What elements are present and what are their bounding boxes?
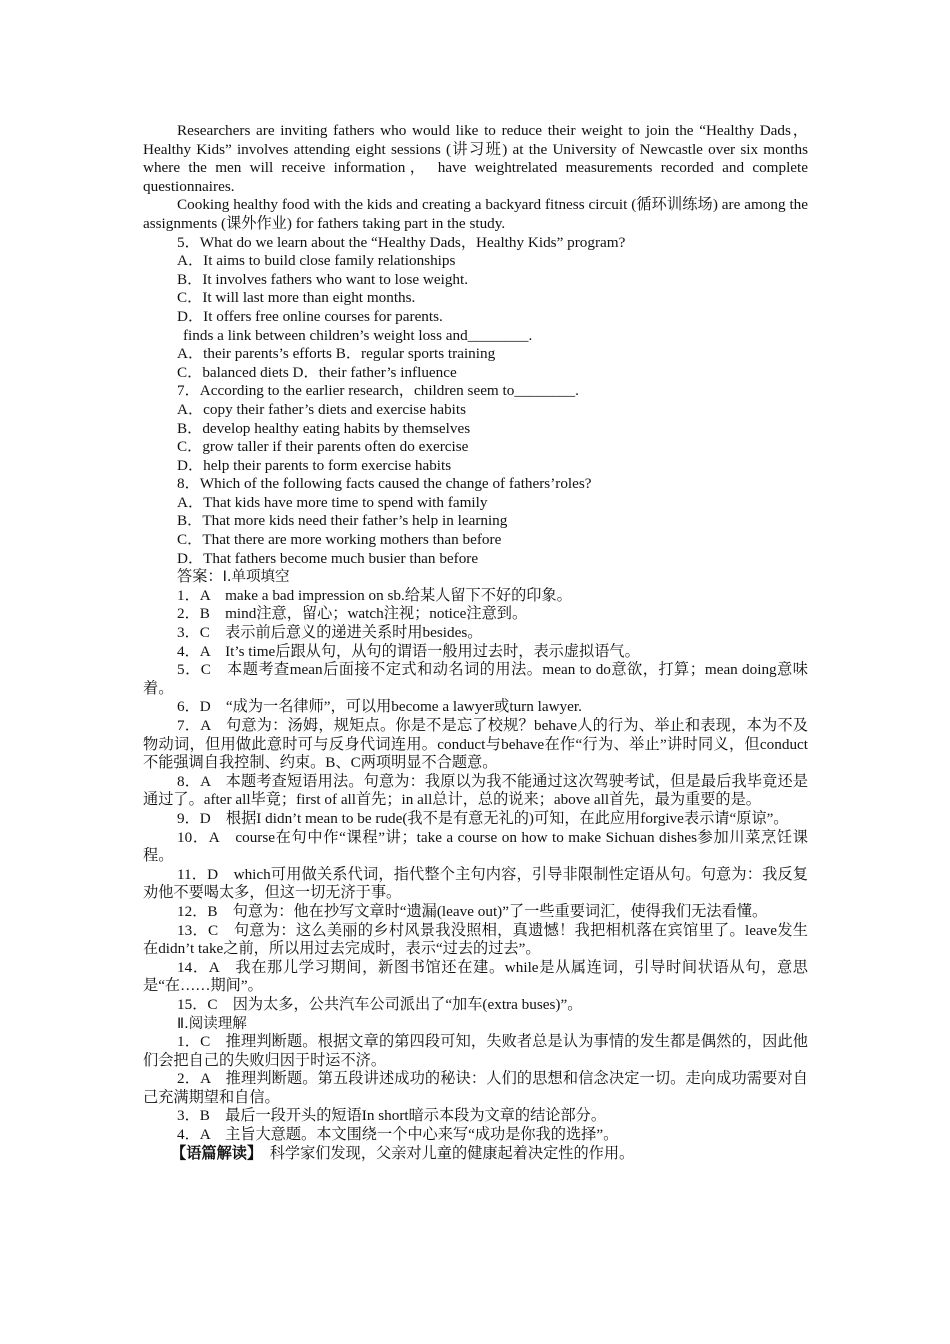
answer-item: 8．A 本题考查短语用法。句意为：我原以为我不能通过这次驾驶考试，但是最后我毕竟还是通过了。after all毕竟；first of all首先；in all总计，总的说来；above all首先，最为重要的是。 xyxy=(143,772,808,809)
answer-section-1 xyxy=(143,587,808,1015)
option-a-b: A．their parents’s efforts B．regular sports training xyxy=(177,345,496,363)
answer-item: 1．A make a bad impression on sb.给某人留下不好的印象。 xyxy=(177,586,572,604)
option-b: B．That more kids need their father’s help in learning xyxy=(177,512,508,530)
option-d: D．help their parents to form exercise habits xyxy=(177,456,452,474)
option-c: C．grow taller if their parents often do exercise xyxy=(177,438,469,456)
answer-item: 3．B 最后一段开头的短语In short暗示本段为文章的结论部分。 xyxy=(177,1107,607,1125)
option-c-d: C．balanced diets D．their father’s influence xyxy=(177,363,457,381)
answer-item: 4．A 主旨大意题。本文围绕一个中心来写“成功是你我的选择”。 xyxy=(177,1126,619,1144)
answer-item: 5．C 本题考查mean后面接不定式和动名词的用法。mean to do意欲，打算；mean doing意味着。 xyxy=(143,661,808,697)
answer-item: 7．A 句意为：汤姆，规矩点。你是不是忘了校规？behave人的行为、举止和表现，本为不及物动词，但用做此意时可与反身代词连用。conduct与behave在作“行为、举止”讲时同义，但conduct不能强调自我控制、约束。B、C两项明显不合题意。 xyxy=(143,717,808,772)
answer-item: 3．C 表示前后意义的递进关系时用besides。 xyxy=(177,624,483,642)
answer-item: 14．A 我在那儿学习期间，新图书馆还在建。while是从属连词，引导时间状语从句，意思是“在……期间”。 xyxy=(143,958,808,995)
passage-paragraph-1: Researchers are inviting fathers who would like to reduce their weight to join the “Healthy Dads，Healthy Kids” involves attending eight sessions (讲习班) at the University of Newcastle over six months where the men will receive information， have weightrelated measurements recorded and complete questionnaires. xyxy=(143,122,808,195)
answer-item: 15．C 因为太多，公共汽车公司派出了“加车(extra buses)”。 xyxy=(177,995,583,1013)
option-c: C．That there are more working mothers than before xyxy=(177,531,502,549)
question-8 xyxy=(143,475,808,568)
answer-item: 10．A course在句中作“课程”讲；take a course on how to make Sichuan dishes参加川菜烹饪课程。 xyxy=(143,828,808,865)
section-1-title: Ⅰ.单项填空 xyxy=(222,569,290,586)
option-a: A．It aims to build close family relationships xyxy=(177,252,456,270)
passage-summary xyxy=(143,1145,808,1164)
question-7 xyxy=(143,382,808,475)
answer-item: 9．D 根据I didn’t mean to be rude(我不是有意无礼的)可知，在此应用forgive表示请“原谅”。 xyxy=(177,809,789,827)
answer-label: 答案： xyxy=(177,568,223,586)
question-stem: 7．According to the earlier research，children seem to________. xyxy=(177,382,579,400)
option-a: A．That kids have more time to spend with family xyxy=(177,493,488,511)
option-d: D．That fathers become much busier than before xyxy=(177,549,479,567)
question-6 xyxy=(143,327,808,383)
answer-item: 13．C 句意为：这么美丽的乡村风景我没照相，真遗憾！我把相机落在宾馆里了。leave发生在didn’t take之前，所以用过去完成时，表示“过去的过去”。 xyxy=(143,921,808,958)
option-b: B．develop healthy eating habits by themselves xyxy=(177,419,471,437)
option-a: A．copy their father’s diets and exercise habits xyxy=(177,400,467,418)
answer-section-2 xyxy=(143,1033,808,1145)
question-stem: 5．What do we learn about the “Healthy Dads，Healthy Kids” program? xyxy=(177,233,626,251)
answer-item: 12．B 句意为：他在抄写文章时“遗漏(leave out)”了一些重要词汇，使得我们无法看懂。 xyxy=(177,902,768,920)
summary-label: 【语篇解读】 xyxy=(171,1144,255,1162)
option-c: C．It will last more than eight months. xyxy=(177,289,416,307)
answer-item: 2．B mind注意，留心；watch注视；notice注意到。 xyxy=(177,605,528,623)
option-d: D．It offers free online courses for parents. xyxy=(177,307,443,325)
answer-item: 11．D which可用做关系代词，指代整个主句内容，引导非限制性定语从句。句意为：我反复劝他不要喝太多，但这一切无济于事。 xyxy=(143,865,808,902)
question-stem: finds a link between children’s weight loss and________. xyxy=(183,326,533,344)
option-b: B．It involves fathers who want to lose weight. xyxy=(177,270,469,288)
answer-item: 6．D “成为一名律师”，可以用become a lawyer或turn lawyer. xyxy=(177,698,582,716)
summary-text: 科学家们发现，父亲对儿童的健康起着决定性的作用。 xyxy=(254,1144,635,1162)
passage-paragraph-2: Cooking healthy food with the kids and creating a backyard fitness circuit (循环训练场) are among the assignments (课外作业) for fathers taking part in the study. xyxy=(143,196,808,232)
answer-item: 4．A It’s time后跟从句，从句的谓语一般用过去时，表示虚拟语气。 xyxy=(177,642,640,660)
document-page xyxy=(143,122,808,1163)
question-stem: 8．Which of the following facts caused the change of fathers’roles? xyxy=(177,475,592,493)
question-5 xyxy=(143,234,808,327)
section-2-title: Ⅱ.阅读理解 xyxy=(177,1015,247,1032)
answer-item: 2．A 推理判断题。第五段讲述成功的秘诀：人们的思想和信念决定一切。走向成功需要对自己充满期望和自信。 xyxy=(143,1070,808,1106)
answer-header xyxy=(143,568,808,587)
answer-item: 1．C 推理判断题。根据文章的第四段可知，失败者总是认为事情的发生都是偶然的，因此他们会把自己的失败归因于时运不济。 xyxy=(143,1033,808,1069)
